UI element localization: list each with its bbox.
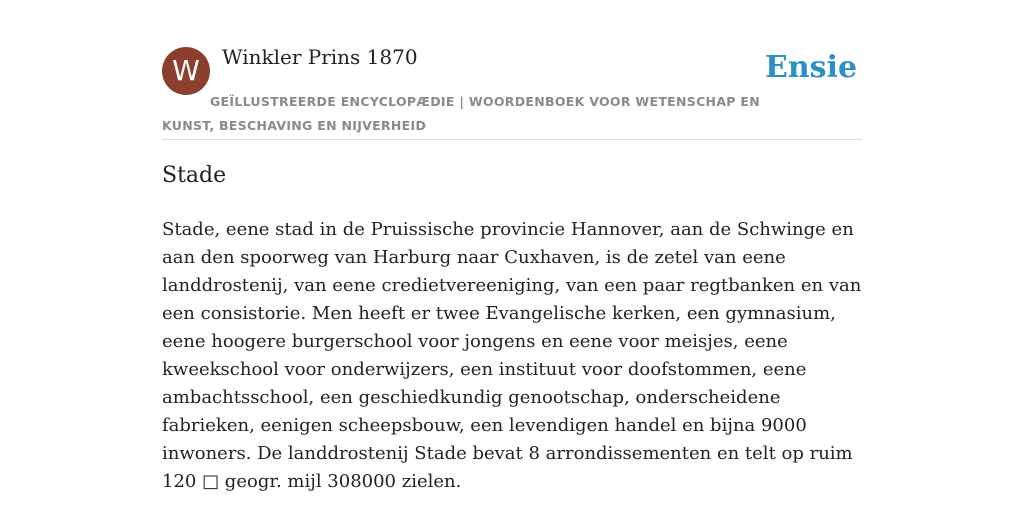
entry-body: Stade, eene stad in de Pruissische provincie Hannover, aan de Schwinge en aan den spoorweg van Harburg naar Cuxhaven, is de zetel van eene landdrostenij, van eene credietvereeniging, van een paar regtbanken en van een consistorie. Men heeft er twee Evangelische kerken, een gymnasium, eene hoogere burgerschool voor jongens en eene voor meisjes, eene kweekschool voor onderwijzers, een instituut voor doofstommen, eene ambachtsschool, een geschiedkundig genootschap, onderscheidene fabrieken, eenigen scheepsbouw, een levendigen handel en bijna 9000 inwoners. De landdrostenij Stade bevat 8 arrondissementen en telt op ruim 120 □ geogr. mijl 308000 zielen. <box>162 219 862 492</box>
source-title[interactable]: Winkler Prins 1870 <box>222 45 418 69</box>
source-avatar: W <box>162 47 210 95</box>
brand-logo[interactable]: Ensie <box>765 50 858 85</box>
source-subtitle: GEÏLLUSTREERDE ENCYCLOPÆDIE | WOORDENBOEK VOOR WETENSCHAP EN KUNST, BESCHAVING EN NIJVERHEID <box>162 94 760 133</box>
header-divider <box>162 139 862 140</box>
entry-title: Stade <box>162 163 227 188</box>
